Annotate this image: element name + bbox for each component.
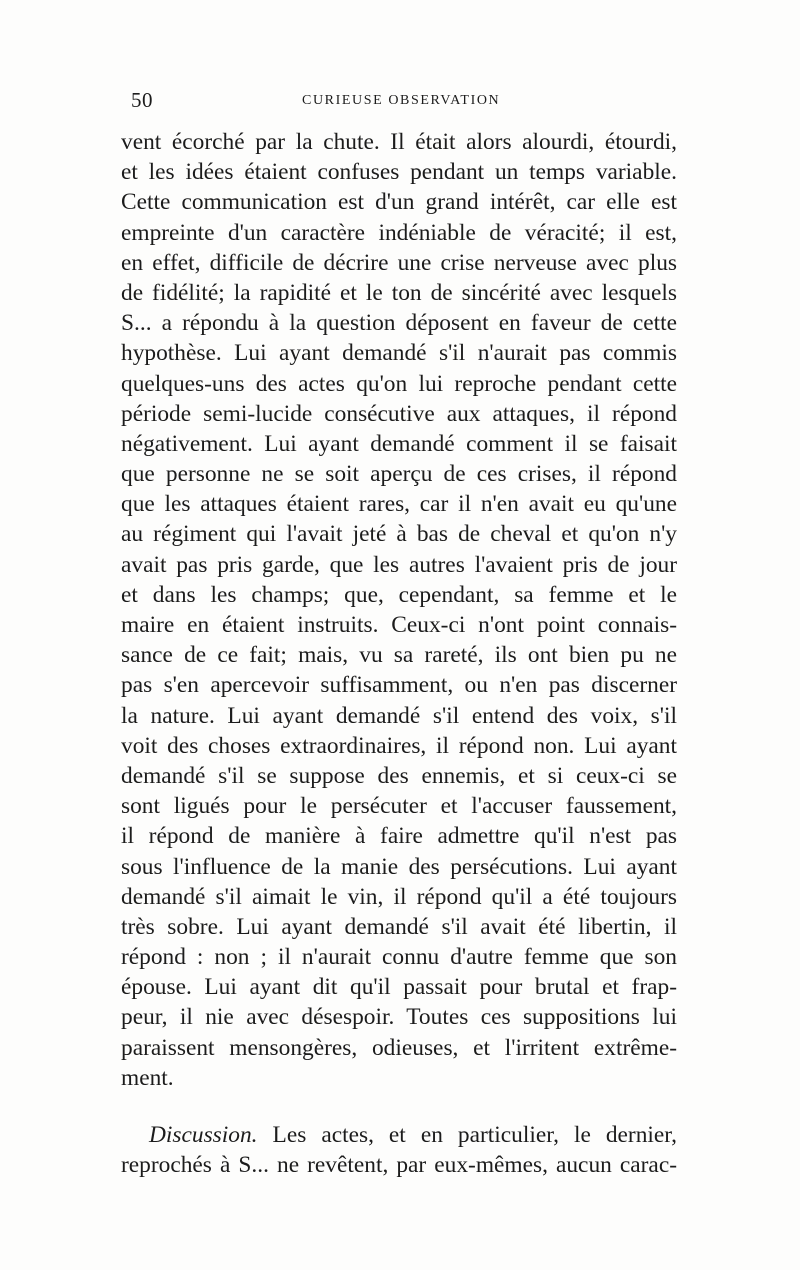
text-fragment: Les actes, et en particulier, le dernier, — [257, 1122, 677, 1148]
text-line: ment. — [121, 1064, 174, 1091]
text-line: il répond de manière à faire admettre qu'il n'est pas — [121, 823, 677, 850]
text-line: sont ligués pour le persécuter et l'accuser faussement, — [121, 793, 677, 820]
text-line — [121, 1120, 677, 1150]
paragraph — [121, 127, 677, 1093]
text-line: et dans les champs; que, cependant, sa femme et le — [121, 581, 677, 608]
text-line: pas s'en apercevoir suffisamment, ou n'en pas discerner — [121, 672, 677, 699]
text-line: et les idées étaient confuses pendant un temps variable. — [121, 159, 677, 186]
text-line: la nature. Lui ayant demandé s'il entend des voix, s'il — [121, 702, 677, 729]
text-line: de fidélité; la rapidité et le ton de sincérité avec lesquels — [121, 279, 677, 306]
text-line: négativement. Lui ayant demandé comment il se faisait — [121, 430, 677, 457]
text-line: épouse. Lui ayant dit qu'il passait pour brutal et frap- — [121, 974, 677, 1001]
text-line: Cette communication est d'un grand intérêt, car elle est — [121, 189, 677, 216]
text-line: maire en étaient instruits. Ceux-ci n'ont point connais- — [121, 612, 677, 638]
text-line: hypothèse. Lui ayant demandé s'il n'aurait pas commis — [121, 340, 677, 367]
text-line: voit des choses extraordinaires, il répond non. Lui ayant — [121, 732, 677, 759]
text-line: que les attaques étaient rares, car il n'en avait eu qu'une — [121, 491, 677, 518]
body-text — [121, 127, 677, 1180]
text-line: sance de ce fait; mais, vu sa rareté, ils ont bien pu ne — [121, 642, 677, 669]
running-header — [127, 88, 672, 114]
page-number: 50 — [131, 88, 153, 112]
running-title: CURIEUSE OBSERVATION — [302, 93, 501, 108]
text-line: période semi-lucide consécutive aux attaques, il répond — [121, 400, 677, 427]
section-heading: Discussion. — [149, 1122, 258, 1148]
text-line: au régiment qui l'avait jeté à bas de cheval et qu'on n'y — [121, 521, 677, 548]
text-line: reprochés à S... ne revêtent, par eux-mêmes, aucun carac- — [121, 1152, 677, 1179]
text-line: sous l'influence de la manie des persécutions. Lui ayant — [121, 853, 677, 880]
text-line: demandé s'il se suppose des ennemis, et si ceux-ci se — [121, 762, 677, 789]
paragraph-gap — [121, 1093, 677, 1120]
text-line: peur, il nie avec désespoir. Toutes ces suppositions lui — [121, 1004, 677, 1031]
text-line: quelques-uns des actes qu'on lui reproche pendant cette — [121, 370, 677, 397]
text-line: demandé s'il aimait le vin, il répond qu'il a été toujours — [121, 883, 677, 910]
text-line: empreinte d'un caractère indéniable de véracité; il est, — [121, 219, 677, 246]
text-line: en effet, difficile de décrire une crise nerveuse avec plus — [121, 249, 677, 276]
text-line: paraissent mensongères, odieuses, et l'irritent extrême- — [121, 1034, 677, 1061]
text-line: S... a répondu à la question déposent en faveur de cette — [121, 310, 677, 337]
text-line: répond : non ; il n'aurait connu d'autre femme que son — [121, 944, 677, 971]
paragraph — [121, 1120, 677, 1180]
text-line: avait pas pris garde, que les autres l'avaient pris de jour — [121, 551, 677, 578]
text-line: très sobre. Lui ayant demandé s'il avait été libertin, il — [121, 913, 677, 940]
text-line: que personne ne se soit aperçu de ces crises, il répond — [121, 461, 677, 488]
text-line: vent écorché par la chute. Il était alors alourdi, étourdi, — [121, 129, 677, 155]
